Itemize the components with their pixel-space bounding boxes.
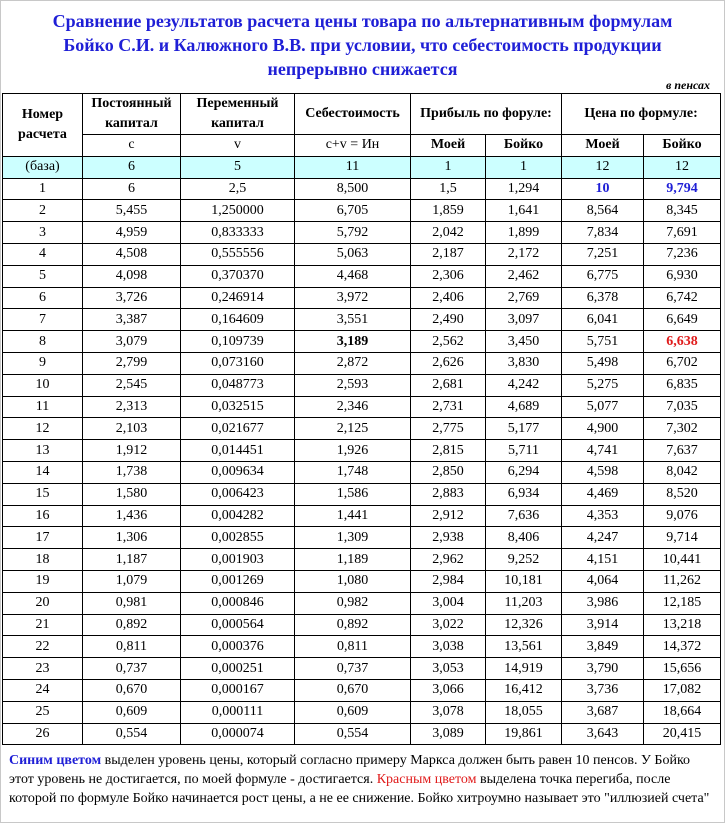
cell: 5,792 [295, 222, 411, 244]
cell: 14 [3, 461, 83, 483]
cell: 12 [562, 156, 644, 178]
header-number: Номер расчета [3, 94, 83, 157]
cell: 4,242 [486, 374, 562, 396]
cell: 4,689 [486, 396, 562, 418]
footnote [1, 745, 724, 808]
table-row [3, 309, 721, 331]
cell: 0,000564 [181, 614, 295, 636]
table-row [3, 178, 721, 200]
cell: 3,089 [411, 723, 486, 745]
cell: 4,353 [562, 505, 644, 527]
table-row [3, 527, 721, 549]
cell: 23 [3, 658, 83, 680]
cell: 1,294 [486, 178, 562, 200]
cell: 0,009634 [181, 461, 295, 483]
cell: 5,077 [562, 396, 644, 418]
cell: 4,469 [562, 483, 644, 505]
cell: 4,468 [295, 265, 411, 287]
cell: 1 [486, 156, 562, 178]
cell: 3,189 [295, 331, 411, 353]
cell: (база) [3, 156, 83, 178]
cell: 13,218 [644, 614, 721, 636]
header-price: Цена по формуле: [562, 94, 721, 135]
cell: 24 [3, 679, 83, 701]
table-row [3, 440, 721, 462]
cell: 2,938 [411, 527, 486, 549]
note-red-lead: Красным цветом [376, 772, 477, 788]
table-row [3, 374, 721, 396]
cell: 5,455 [83, 200, 181, 222]
cell: 0,164609 [181, 309, 295, 331]
cell: 6,378 [562, 287, 644, 309]
cell: 1 [3, 178, 83, 200]
cell: 14,372 [644, 636, 721, 658]
cell: 11 [295, 156, 411, 178]
cell: 19 [3, 570, 83, 592]
cell: 3,066 [411, 679, 486, 701]
cell: 0,021677 [181, 418, 295, 440]
cell: 2,187 [411, 243, 486, 265]
cell: 5,751 [562, 331, 644, 353]
cell: 0,001903 [181, 549, 295, 571]
cell: 4,959 [83, 222, 181, 244]
cell: 1,250000 [181, 200, 295, 222]
cell: 0,609 [83, 701, 181, 723]
cell: 20,415 [644, 723, 721, 745]
cell: 2,545 [83, 374, 181, 396]
table-row [3, 396, 721, 418]
cell: 1,436 [83, 505, 181, 527]
cell: 1,441 [295, 505, 411, 527]
cell: 10 [3, 374, 83, 396]
cell: 3,790 [562, 658, 644, 680]
header-cost: Себестоимость [295, 94, 411, 135]
table-row [3, 287, 721, 309]
cell: 6,702 [644, 352, 721, 374]
title-line: Бойко С.И. и Калюжного В.В. при условии, что себестоимость продукции [63, 35, 662, 55]
cell: 1,580 [83, 483, 181, 505]
cell: 8 [3, 331, 83, 353]
cell: 3,053 [411, 658, 486, 680]
table-row [3, 723, 721, 745]
cell: 6,835 [644, 374, 721, 396]
cell: 8,500 [295, 178, 411, 200]
cell: 3,022 [411, 614, 486, 636]
header-var-capital: Переменный капитал [181, 94, 295, 135]
cell: 16,412 [486, 679, 562, 701]
cell: 1 [411, 156, 486, 178]
cell: 13,561 [486, 636, 562, 658]
cell: 2,850 [411, 461, 486, 483]
table-row [3, 483, 721, 505]
cell: 0,833333 [181, 222, 295, 244]
cell: 6,742 [644, 287, 721, 309]
cell: 0,609 [295, 701, 411, 723]
cell: 7,637 [644, 440, 721, 462]
cell: 15,656 [644, 658, 721, 680]
header-cv: c+v = Ин [295, 135, 411, 157]
cell: 6,930 [644, 265, 721, 287]
cell: 7,302 [644, 418, 721, 440]
cell: 1,926 [295, 440, 411, 462]
cell: 2,125 [295, 418, 411, 440]
cell: 20 [3, 592, 83, 614]
cell: 1,079 [83, 570, 181, 592]
cell: 7,636 [486, 505, 562, 527]
cell: 7,035 [644, 396, 721, 418]
cell: 6,705 [295, 200, 411, 222]
header-const-capital: Постоянный капитал [83, 94, 181, 135]
cell: 0,892 [295, 614, 411, 636]
cell: 0,670 [295, 679, 411, 701]
cell: 2,912 [411, 505, 486, 527]
cell: 18,664 [644, 701, 721, 723]
table-body [3, 156, 721, 745]
cell: 7,691 [644, 222, 721, 244]
cell: 2,681 [411, 374, 486, 396]
cell: 2,406 [411, 287, 486, 309]
cell: 26 [3, 723, 83, 745]
cell: 8,564 [562, 200, 644, 222]
cell: 1,586 [295, 483, 411, 505]
cell: 2,313 [83, 396, 181, 418]
cell: 3,972 [295, 287, 411, 309]
cell: 3,726 [83, 287, 181, 309]
cell: 9,794 [644, 178, 721, 200]
cell: 5,275 [562, 374, 644, 396]
table-row [3, 701, 721, 723]
cell: 16 [3, 505, 83, 527]
cell: 1,641 [486, 200, 562, 222]
cell: 6 [83, 156, 181, 178]
cell: 3,849 [562, 636, 644, 658]
cell: 5,177 [486, 418, 562, 440]
table-row [3, 418, 721, 440]
cell: 2,306 [411, 265, 486, 287]
units-label: в пенсах [665, 78, 710, 92]
cell: 5,711 [486, 440, 562, 462]
cell: 2,872 [295, 352, 411, 374]
cell: 6,775 [562, 265, 644, 287]
cell: 2,984 [411, 570, 486, 592]
table-row [3, 658, 721, 680]
cell: 11 [3, 396, 83, 418]
results-table [2, 93, 721, 745]
cell: 4,064 [562, 570, 644, 592]
cell: 0,000846 [181, 592, 295, 614]
cell: 1,080 [295, 570, 411, 592]
cell: 6 [83, 178, 181, 200]
cell: 17 [3, 527, 83, 549]
cell: 0,555556 [181, 243, 295, 265]
cell: 1,899 [486, 222, 562, 244]
cell: 12,185 [644, 592, 721, 614]
cell: 3,736 [562, 679, 644, 701]
cell: 0,014451 [181, 440, 295, 462]
cell: 0,004282 [181, 505, 295, 527]
cell: 8,345 [644, 200, 721, 222]
cell: 3 [3, 222, 83, 244]
cell: 2,626 [411, 352, 486, 374]
table-row [3, 549, 721, 571]
cell: 0,370370 [181, 265, 295, 287]
cell: 2,462 [486, 265, 562, 287]
cell: 2,775 [411, 418, 486, 440]
cell: 5 [3, 265, 83, 287]
cell: 3,004 [411, 592, 486, 614]
cell: 3,643 [562, 723, 644, 745]
cell: 13 [3, 440, 83, 462]
cell: 10,181 [486, 570, 562, 592]
cell: 0,737 [295, 658, 411, 680]
cell: 6,934 [486, 483, 562, 505]
cell: 2,593 [295, 374, 411, 396]
header-v: v [181, 135, 295, 157]
cell: 0,000376 [181, 636, 295, 658]
cell: 1,306 [83, 527, 181, 549]
cell: 8,520 [644, 483, 721, 505]
cell: 2,103 [83, 418, 181, 440]
cell: 12 [3, 418, 83, 440]
cell: 2,815 [411, 440, 486, 462]
cell: 0,000167 [181, 679, 295, 701]
cell: 4,508 [83, 243, 181, 265]
cell: 2,490 [411, 309, 486, 331]
cell: 0,032515 [181, 396, 295, 418]
cell: 1,859 [411, 200, 486, 222]
table-row [3, 614, 721, 636]
cell: 0,000074 [181, 723, 295, 745]
cell: 0,006423 [181, 483, 295, 505]
note-text-1: выделен уровень цены, который согласно примеру Маркса должен быть равен 10 пенсов. У Бойко этот уровень не достигается, по моей формуле - достигается. [9, 753, 691, 788]
cell: 2,5 [181, 178, 295, 200]
cell: 0,670 [83, 679, 181, 701]
cell: 4,151 [562, 549, 644, 571]
table-row [3, 352, 721, 374]
cell: 2,172 [486, 243, 562, 265]
cell: 2,562 [411, 331, 486, 353]
cell: 0,001269 [181, 570, 295, 592]
cell: 5,498 [562, 352, 644, 374]
cell: 12 [644, 156, 721, 178]
cell: 1,309 [295, 527, 411, 549]
cell: 3,097 [486, 309, 562, 331]
cell: 10 [562, 178, 644, 200]
cell: 1,5 [411, 178, 486, 200]
cell: 9,076 [644, 505, 721, 527]
cell: 18 [3, 549, 83, 571]
cell: 3,687 [562, 701, 644, 723]
header-price-boyko: Бойко [644, 135, 721, 157]
note-text-2: выделена точка перегиба, после которой по формуле Бойко начинается рост цены, а не ее снижение. Бойко хитроумно называет это "иллюзией счета" [9, 772, 710, 807]
cell: 3,387 [83, 309, 181, 331]
header-profit-mine: Моей [411, 135, 486, 157]
base-row [3, 156, 721, 178]
header-profit-boyko: Бойко [486, 135, 562, 157]
page-title [1, 1, 724, 77]
cell: 6,649 [644, 309, 721, 331]
table-row [3, 570, 721, 592]
cell: 7,834 [562, 222, 644, 244]
cell: 4,247 [562, 527, 644, 549]
cell: 6,041 [562, 309, 644, 331]
cell: 8,042 [644, 461, 721, 483]
cell: 0,000111 [181, 701, 295, 723]
header-price-mine: Моей [562, 135, 644, 157]
cell: 11,203 [486, 592, 562, 614]
cell: 14,919 [486, 658, 562, 680]
cell: 9,714 [644, 527, 721, 549]
cell: 0,002855 [181, 527, 295, 549]
table-row [3, 636, 721, 658]
cell: 15 [3, 483, 83, 505]
cell: 25 [3, 701, 83, 723]
cell: 8,406 [486, 527, 562, 549]
cell: 22 [3, 636, 83, 658]
cell: 0,982 [295, 592, 411, 614]
table-row [3, 222, 721, 244]
cell: 0,554 [295, 723, 411, 745]
cell: 3,551 [295, 309, 411, 331]
cell: 3,078 [411, 701, 486, 723]
cell: 2 [3, 200, 83, 222]
cell: 12,326 [486, 614, 562, 636]
cell: 3,450 [486, 331, 562, 353]
cell: 2,883 [411, 483, 486, 505]
cell: 2,769 [486, 287, 562, 309]
cell: 1,738 [83, 461, 181, 483]
title-line: Сравнение результатов расчета цены товара по альтернативным формулам [52, 11, 673, 31]
table-row [3, 461, 721, 483]
cell: 1,748 [295, 461, 411, 483]
cell: 0,109739 [181, 331, 295, 353]
cell: 3,914 [562, 614, 644, 636]
cell: 0,811 [295, 636, 411, 658]
cell: 5 [181, 156, 295, 178]
title-line: непрерывно снижается [267, 59, 458, 79]
cell: 3,079 [83, 331, 181, 353]
cell: 1,912 [83, 440, 181, 462]
table-row [3, 243, 721, 265]
table-row [3, 592, 721, 614]
cell: 10,441 [644, 549, 721, 571]
cell: 3,038 [411, 636, 486, 658]
cell: 0,246914 [181, 287, 295, 309]
table-row [3, 200, 721, 222]
cell: 2,799 [83, 352, 181, 374]
cell: 0,981 [83, 592, 181, 614]
table-row [3, 679, 721, 701]
cell: 2,346 [295, 396, 411, 418]
table-row [3, 505, 721, 527]
cell: 0,892 [83, 614, 181, 636]
cell: 4,598 [562, 461, 644, 483]
cell: 9,252 [486, 549, 562, 571]
cell: 2,962 [411, 549, 486, 571]
cell: 21 [3, 614, 83, 636]
cell: 4,098 [83, 265, 181, 287]
cell: 1,187 [83, 549, 181, 571]
cell: 6,638 [644, 331, 721, 353]
cell: 4 [3, 243, 83, 265]
header-c: c [83, 135, 181, 157]
cell: 5,063 [295, 243, 411, 265]
cell: 17,082 [644, 679, 721, 701]
cell: 0,073160 [181, 352, 295, 374]
header-profit: Прибыль по форуле: [411, 94, 562, 135]
cell: 1,189 [295, 549, 411, 571]
cell: 3,986 [562, 592, 644, 614]
cell: 0,737 [83, 658, 181, 680]
cell: 0,000251 [181, 658, 295, 680]
cell: 2,042 [411, 222, 486, 244]
cell: 7 [3, 309, 83, 331]
cell: 18,055 [486, 701, 562, 723]
cell: 4,900 [562, 418, 644, 440]
cell: 9 [3, 352, 83, 374]
cell: 0,048773 [181, 374, 295, 396]
cell: 7,251 [562, 243, 644, 265]
cell: 4,741 [562, 440, 644, 462]
table-row [3, 265, 721, 287]
cell: 11,262 [644, 570, 721, 592]
table-row [3, 331, 721, 353]
cell: 0,554 [83, 723, 181, 745]
cell: 6 [3, 287, 83, 309]
cell: 3,830 [486, 352, 562, 374]
note-blue-lead: Синим цветом [9, 753, 102, 769]
cell: 7,236 [644, 243, 721, 265]
cell: 0,811 [83, 636, 181, 658]
cell: 2,731 [411, 396, 486, 418]
cell: 6,294 [486, 461, 562, 483]
cell: 19,861 [486, 723, 562, 745]
